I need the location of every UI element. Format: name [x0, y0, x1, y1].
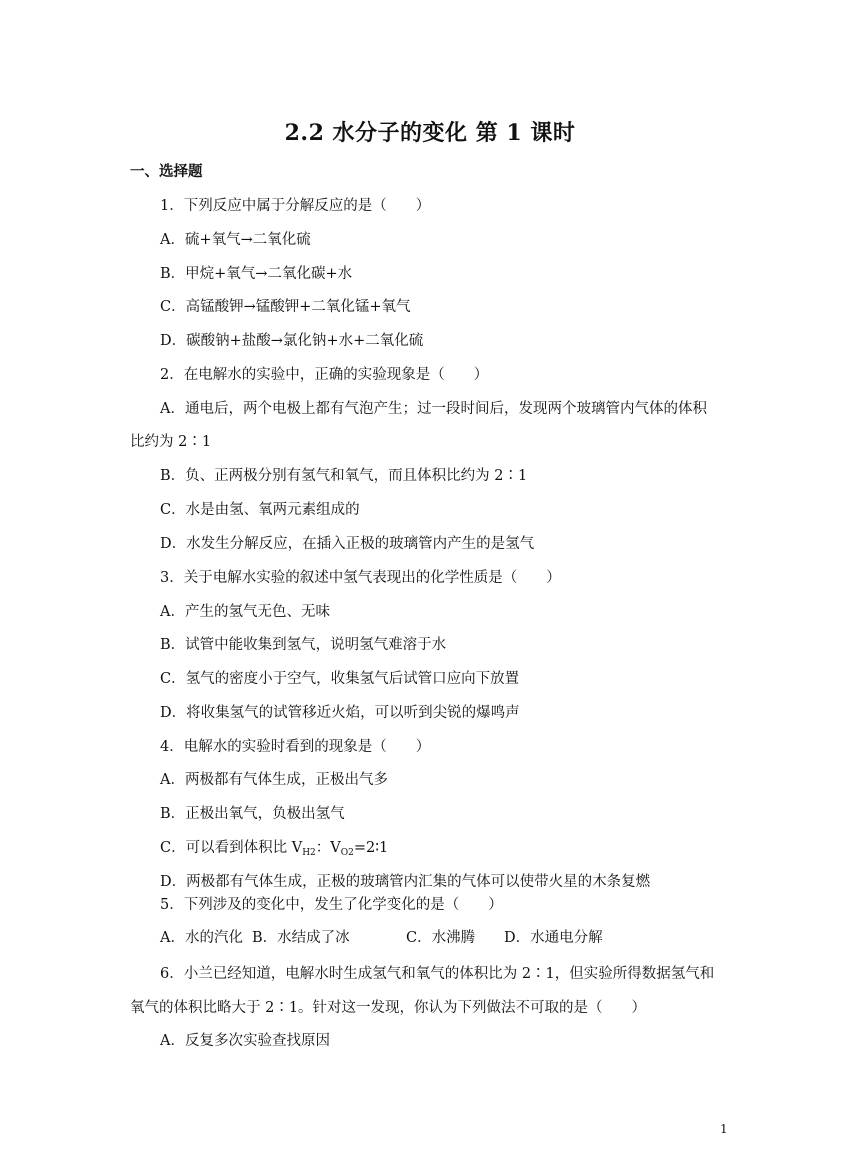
q5-stem: 5．下列涉及的变化中，发生了化学变化的是（ ） — [160, 897, 503, 913]
page-number: 1 — [720, 1122, 728, 1136]
q3-option-c: C．氢气的密度小于空气，收集氢气后试管口应向下放置 — [160, 671, 520, 687]
q1-option-a: A．硫+氧气→二氧化硫 — [160, 232, 311, 248]
q2-option-a-line1: A．通电后，两个电极上都有气泡产生；过一段时间后，发现两个玻璃管内气体的体积 — [160, 401, 707, 417]
q1-option-d: D．碳酸钠+盐酸→氯化钠+水+二氧化硫 — [160, 333, 424, 349]
q4-subscript-o2: O2 — [340, 848, 354, 858]
section-heading: 一、选择题 — [130, 163, 203, 180]
q4-option-d: D．两极都有气体生成，正极的玻璃管内汇集的气体可以使带火星的木条复燃 — [160, 874, 651, 890]
q1-stem: 1．下列反应中属于分解反应的是（ ） — [160, 198, 431, 214]
q2-option-c: C．水是由氢、氧两元素组成的 — [160, 502, 360, 518]
q4-option-c — [160, 836, 388, 858]
document-title: 2.2 水分子的变化 第 1 课时 — [284, 120, 576, 146]
q4-option-a: A．两极都有气体生成，正极出气多 — [160, 772, 388, 788]
q2-stem: 2．在电解水的实验中，正确的实验现象是（ ） — [160, 367, 489, 383]
q1-option-c: C．高锰酸钾→锰酸钾+二氧化锰+氧气 — [160, 299, 411, 315]
q4-option-c-mid: ：V — [315, 840, 341, 856]
q6-option-a: A．反复多次实验查找原因 — [160, 1033, 330, 1049]
q3-option-b: B．试管中能收集到氢气，说明氢气难溶于水 — [160, 637, 447, 653]
q6-stem-line2: 氧气的体积比略大于 2∶1。针对这一发现，你认为下列做法不可取的是（ ） — [130, 1000, 647, 1016]
q3-stem: 3．关于电解水实验的叙述中氢气表现出的化学性质是（ ） — [160, 570, 561, 586]
q2-option-b: B．负、正两极分别有氢气和氧气，而且体积比约为 2∶1 — [160, 468, 528, 484]
q5-option-a: A．水的汽化 — [160, 930, 243, 946]
q5-option-b: B．水结成了冰 — [252, 930, 350, 946]
q3-option-d: D．将收集氢气的试管移近火焰，可以听到尖锐的爆鸣声 — [160, 705, 520, 721]
q4-option-c-ratio: =2∶1 — [353, 840, 389, 856]
q4-option-b: B．正极出氧气，负极出氢气 — [160, 806, 345, 822]
q6-stem-line1: 6．小兰已经知道，电解水时生成氢气和氧气的体积比为 2∶1，但实验所得数据氢气和 — [160, 966, 715, 982]
q4-option-c-text: C．可以看到体积比 V — [160, 840, 303, 856]
q2-option-d: D．水发生分解反应，在插入正极的玻璃管内产生的是氢气 — [160, 536, 535, 552]
q4-stem: 4．电解水的实验时看到的现象是（ ） — [160, 739, 431, 755]
q2-option-a-line2: 比约为 2∶1 — [130, 434, 212, 450]
q5-option-d: D．水通电分解 — [504, 930, 603, 946]
q5-options — [160, 926, 603, 947]
q3-option-a: A．产生的氢气无色、无味 — [160, 604, 330, 620]
q1-option-b: B．甲烷+氧气→二氧化碳+水 — [160, 266, 353, 282]
q4-subscript-h2: H2 — [302, 848, 316, 858]
q5-option-c: C．水沸腾 — [406, 930, 476, 946]
